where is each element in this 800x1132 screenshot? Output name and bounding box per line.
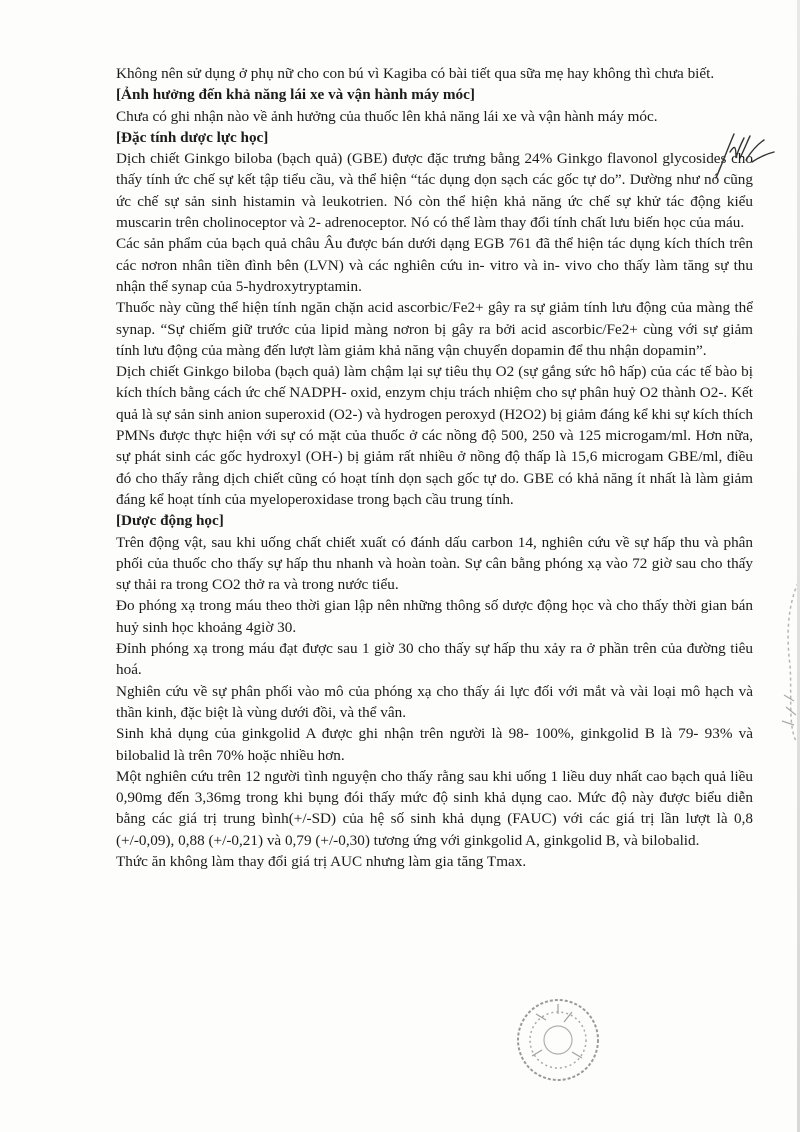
heading-driving: [Ảnh hưởng đến khả năng lái xe và vận hành máy móc] bbox=[116, 86, 475, 104]
paragraph-peak: Đỉnh phóng xạ trong máu đạt được sau 1 giờ 30 cho thấy sự hấp thu xảy ra ở phần trên của đường tiêu hoá. bbox=[116, 640, 753, 679]
paragraph-half-life: Đo phóng xạ trong máu theo thời gian lập nên những thông số dược động học và cho thấy thời gian bán huỷ sinh học khoảng 4giờ 30. bbox=[116, 597, 753, 636]
paragraph-driving: Chưa có ghi nhận nào về ảnh hưởng của thuốc lên khả năng lái xe và vận hành máy móc. bbox=[116, 107, 658, 125]
paragraph-egb761: Các sản phẩm của bạch quả châu Âu được bán dưới dạng EGB 761 đã thể hiện tác dụng kích thích trên các nơron nhân tiền đình bên (LVN) và các nghiên cứu in- vitro và in- vivo cho thấy làm tăng sự thu nhận thể synap của 5-hydroxytryptamin. bbox=[116, 235, 753, 295]
paragraph-volunteer-study: Một nghiên cứu trên 12 người tình nguyện cho thấy rằng sau khi uống 1 liều duy nhất cao bạch quả liều 0,90mg đến 3,36mg trong khi bụng đói thấy mức độ sinh khả dụng cao. Mức độ này được biểu diễn bằng các giá trị trung bình(+/-SD) của hệ số sinh khả dụng (FAUC) với các giá trị lần lượt là 0,8 (+/-0,09), 0,88 (+/-0,21) và 0,79 (+/-0,30) tương ứng với ginkgolid A, ginkgolid B, và bilobalid. bbox=[116, 767, 753, 849]
paragraph-breastfeeding: Không nên sử dụng ở phụ nữ cho con bú vì Kagiba có bài tiết qua sữa mẹ hay không thì chưa biết. bbox=[116, 65, 715, 82]
document-body bbox=[116, 63, 753, 872]
paragraph-animal-study: Trên động vật, sau khi uống chất chiết xuất có đánh dấu carbon 14, nghiên cứu về sự hấp thu và phân phối của thuốc cho thấy sự hấp thu nhanh và hoàn toàn. Sự cân bằng phóng xạ vào 72 giờ sau cho thấy sự thải ra trong CO2 thở ra và trong nước tiểu. bbox=[116, 533, 753, 594]
paragraph-ascorbic: Thuốc này cũng thể hiện tính ngăn chặn acid ascorbic/Fe2+ gây ra sự giảm tính lưu động của màng thể synap. “Sự chiếm giữ trước của lipid màng nơron bị gây ra bởi acid ascorbic/Fe2+ cùng với sự giảm tính lưu động của màng đến lượt làm giảm khả năng vận chuyển dopamin để thu nhận dopamin”. bbox=[116, 299, 753, 359]
paragraph-distribution: Nghiên cứu về sự phân phối vào mô của phóng xạ cho thấy ái lực đối với mắt và vài loại mô hạch và thần kinh, đặc biệt là vùng dưới đồi, và thể vân. bbox=[116, 682, 753, 721]
heading-pharmacokinetics: [Dược động học] bbox=[116, 512, 224, 530]
official-seal-stamp bbox=[512, 996, 604, 1084]
paragraph-gbe-properties: Dịch chiết Ginkgo biloba (bạch quả) (GBE) được đặc trưng bằng 24% Ginkgo flavonol glycosides cho thấy tính ức chế sự kết tập tiểu cầu, và thể hiện “tác dụng dọn sạch các gốc tự do”. Dường như nó cũng ức chế sự sản sinh histamin và leukotrien. Nó còn thể hiện khả năng ức chế sự khử tác động kiểu muscarin trên cholinoceptor và 2- adrenoceptor. Nó có thể làm thay đổi tính chất lưu biến học của máu. bbox=[116, 150, 753, 232]
paragraph-food-effect: Thức ăn không làm thay đổi giá trị AUC nhưng làm gia tăng Tmax. bbox=[116, 852, 527, 870]
heading-pharmacodynamics: [Đặc tính dược lực học] bbox=[116, 128, 269, 146]
paragraph-bioavailability: Sinh khả dụng của ginkgolid A được ghi nhận trên người là 98- 100%, ginkgolid B là 79- 93% và bilobalid là trên 70% hoặc nhiều hơn. bbox=[116, 725, 753, 764]
handwritten-signature bbox=[712, 128, 778, 184]
paragraph-o2-consumption: Dịch chiết Ginkgo biloba (bạch quả) làm chậm lại sự tiêu thụ O2 (sự gắng sức hô hấp) của các tế bào bị kích thích bằng cách ức chế NADPH- oxid, enzym chịu trách nhiệm cho sự phân huỷ O2 thành O2-. Kết quả là sự sản sinh anion superoxid (O2-) và hydrogen peroxyd (H2O2) bị giảm đáng kể khi sự kích thích PMNs được thực hiện với sự có mặt của thuốc ở các nồng độ 500, 250 và 125 microgam/ml. Hơn nữa, sự phát sinh các gốc hydroxyl (OH-) bị giảm rất nhiều ở nồng độ thấp là 15,6 microgam GBE/ml, điều đó cho thấy rằng dịch chiết cũng có hoạt tính dọn sạch gốc tự do. GBE có khả năng ít nhất là làm giảm đáng kể hoạt tính của myeloperoxidase trong bạch cầu trung tính. bbox=[116, 363, 753, 508]
